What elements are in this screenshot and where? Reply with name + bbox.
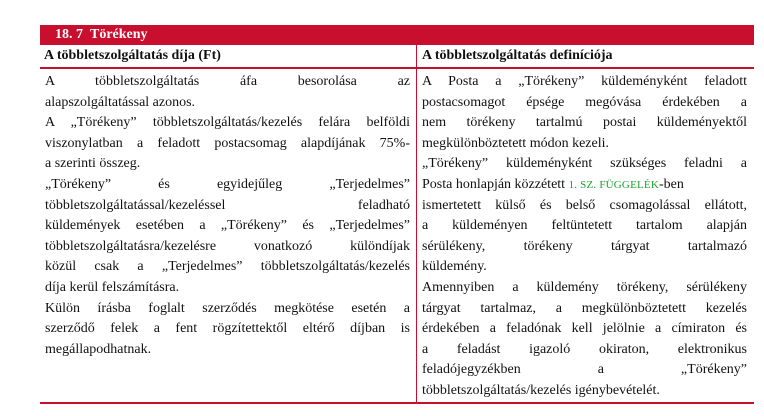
table-body-row: [40, 69, 754, 404]
fee-text-line: díja kerül felszámításra.: [45, 279, 180, 295]
fee-text-line: a szerinti összeg.: [45, 156, 141, 172]
definition-text-line: a feladást igazoló okiraton, elektronikus: [422, 341, 747, 357]
definition-text-fragment: -ben: [658, 176, 684, 192]
table-header-row: [40, 45, 754, 69]
fee-text-line: küldemények esetében a „Törékeny” és „Terjedelmes”: [45, 218, 410, 234]
definition-text-line: ismertetett külső és belső csomagolással ellátott,: [422, 197, 747, 213]
fee-text-line: „Törékeny” és egyidejűleg „Terjedelmes”: [45, 176, 410, 192]
fee-text-line: közül csak a „Terjedelmes” többletszolgáltatás/kezelés: [45, 259, 410, 275]
fee-text-line: megállapodhatnak.: [45, 341, 152, 357]
document-section: [40, 25, 754, 404]
fee-column: [40, 69, 417, 402]
definition-text-line: feladójegyzékben a „Törékeny”: [422, 362, 747, 378]
fee-text-line: többletszolgáltatással/kezeléssel feladható: [45, 197, 410, 213]
definition-text-line: sérülékeny, törékeny tárgyat tartalmazó: [422, 238, 747, 254]
definition-column-header: A többletszolgáltatás definíciója: [422, 48, 613, 63]
section-number: 18. 7: [55, 27, 83, 42]
definition-text-fragment: Posta honlapján közzétett: [422, 176, 569, 192]
definition-text-line: Amennyiben a küldemény törékeny, sérülékeny: [422, 279, 747, 295]
fee-text-line: alapszolgáltatással azonos.: [45, 94, 196, 110]
fee-text-line: A „Törékeny” többletszolgáltatás/kezelés felára belföldi: [45, 115, 410, 131]
definition-text-line: nem törékeny tartalmú postai küldeményektől: [422, 115, 747, 131]
fee-column-header: A többletszolgáltatás díja (Ft): [40, 45, 417, 67]
fee-text-line: Külön írásba foglalt szerződés megkötése esetén a: [45, 300, 410, 316]
definition-text-line: érdekében a feladónak kell jelölnie a címiraton és: [422, 321, 747, 337]
appendix-link[interactable]: 1. SZ. FÜGGELÉK: [568, 178, 659, 191]
definition-text-line: tárgyat tartalmaz, a megkülönböztetett kezelés: [422, 300, 747, 316]
definition-text-line-with-link: [422, 175, 747, 196]
definition-text-line: többletszolgáltatás/kezelés igénybevételét.: [422, 382, 660, 398]
definition-text-line: „Törékeny” küldeményként szükséges feladni a: [422, 156, 747, 172]
fee-text-line: szerződő felek a fent rögzítettektől eltérő díjban is: [45, 321, 410, 337]
section-heading: [40, 25, 754, 45]
definition-text-line: megkülönböztetett módon kezeli.: [422, 135, 610, 151]
definition-text-line: A Posta a „Törékeny” küldeményként feladott: [422, 74, 747, 89]
definition-column: [417, 69, 754, 402]
definition-text-line: postacsomagot épsége megóvása érdekében a: [422, 94, 747, 110]
definition-text-line: a küldeményen feltüntetett tartalom alapján: [422, 218, 747, 234]
fee-text-line: A többletszolgáltatás áfa besorolása az: [45, 74, 410, 89]
fee-text-line: viszonylatban a feladott postacsomag alapdíjának 75%-: [45, 135, 410, 151]
definition-text-line: küldemény.: [422, 259, 487, 275]
fee-text-line: többletszolgáltatásra/kezelésre vonatkozó különdíjak: [45, 238, 410, 254]
section-title: Törékeny: [90, 27, 148, 42]
